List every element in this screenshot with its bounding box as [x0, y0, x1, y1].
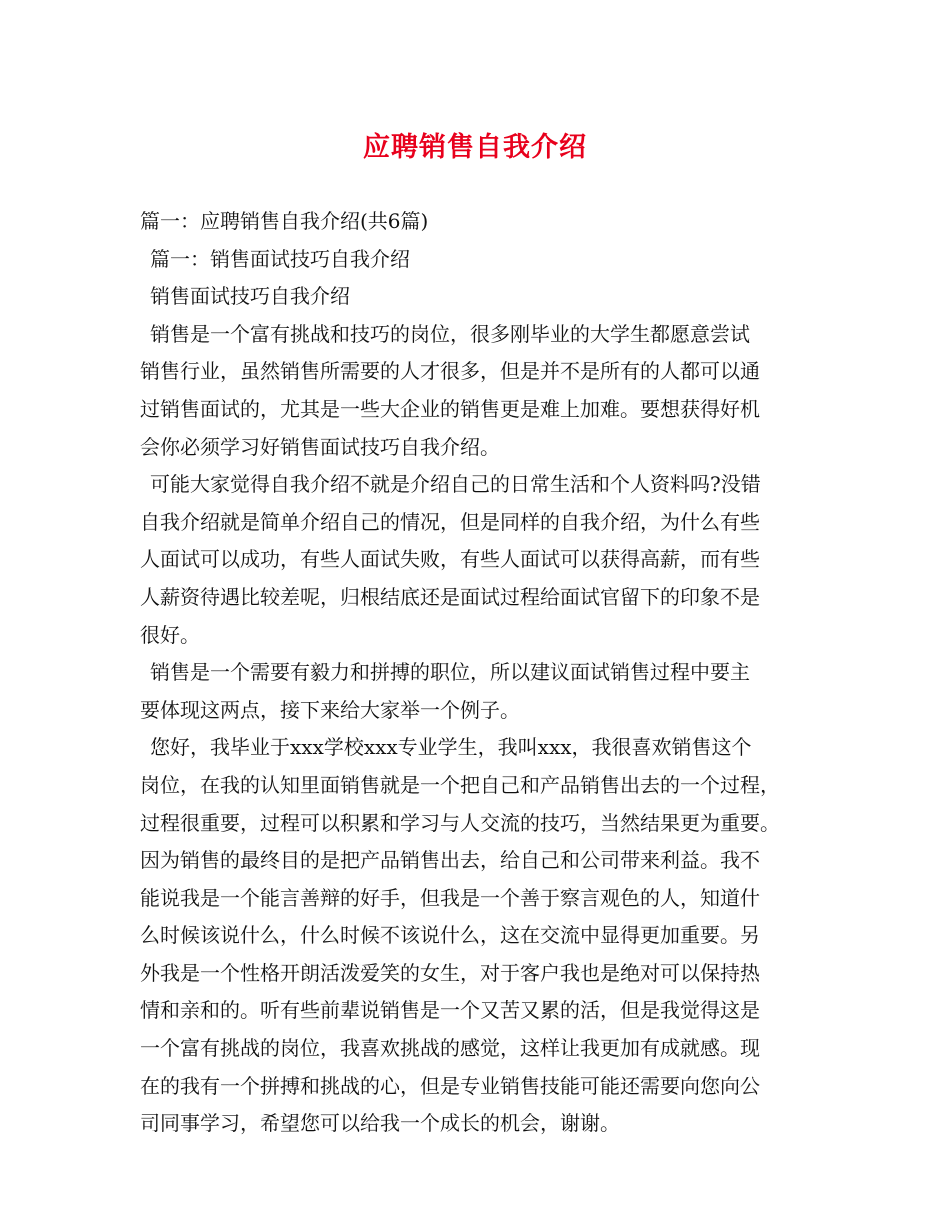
section-heading: 篇一：应聘销售自我介绍(共6篇) — [140, 209, 429, 233]
text-line: 您好，我毕业于xxx学校xxx专业学生，我叫xxx，我很喜欢销售这个 — [150, 735, 752, 760]
text-line: 自我介绍就是简单介绍自己的情况，但是同样的自我介绍，为什么有些 — [140, 509, 760, 534]
text-line: 司同事学习，希望您可以给我一个成长的机会，谢谢。 — [140, 1111, 620, 1136]
text-line: 销售行业，虽然销售所需要的人才很多，但是并不是所有的人都可以通 — [140, 359, 760, 384]
text-line: 可能大家觉得自我介绍不就是介绍自己的日常生活和个人资料吗?没错 — [150, 472, 761, 497]
document-body — [140, 203, 830, 1143]
text-line: 因为销售的最终目的是把产品销售出去，给自己和公司带来利益。我不 — [140, 848, 760, 873]
text-line: 一个富有挑战的岗位，我喜欢挑战的感觉，这样让我更加有成就感。现 — [140, 1036, 760, 1061]
document-title: 应聘销售自我介绍 — [363, 132, 587, 163]
article-heading: 销售面试技巧自我介绍 — [150, 284, 350, 309]
text-line: 在的我有一个拼搏和挑战的心，但是专业销售技能可能还需要向您向公 — [140, 1073, 760, 1098]
text-line: 会你必须学习好销售面试技巧自我介绍。 — [140, 434, 500, 459]
text-line: 过销售面试的，尤其是一些大企业的销售更是难上加难。要想获得好机 — [140, 396, 760, 421]
text-line: 岗位，在我的认知里面销售就是一个把自己和产品销售出去的一个过程， — [140, 772, 780, 797]
text-line: 能说我是一个能言善辩的好手，但我是一个善于察言观色的人，知道什 — [140, 885, 760, 910]
subsection-heading: 篇一：销售面试技巧自我介绍 — [150, 246, 410, 271]
text-line: 销售是一个富有挑战和技巧的岗位，很多刚毕业的大学生都愿意尝试 — [150, 321, 750, 346]
text-line: 人薪资待遇比较差呢，归根结底还是面试过程给面试官留下的印象不是 — [140, 584, 760, 609]
text-line: 人面试可以成功，有些人面试失败，有些人面试可以获得高薪，而有些 — [140, 547, 760, 572]
text-line: 销售是一个需要有毅力和拼搏的职位，所以建议面试销售过程中要主 — [150, 660, 750, 685]
text-line: 情和亲和的。听有些前辈说销售是一个又苦又累的活，但是我觉得这是 — [140, 998, 760, 1023]
text-line: 要体现这两点，接下来给大家举一个例子。 — [140, 697, 520, 722]
text-line: 过程很重要，过程可以积累和学习与人交流的技巧，当然结果更为重要。 — [140, 810, 780, 835]
text-line: 外我是一个性格开朗活泼爱笑的女生，对于客户我也是绝对可以保持热 — [140, 960, 760, 985]
text-line: 么时候该说什么，什么时候不该说什么，这在交流中显得更加重要。另 — [140, 923, 760, 948]
text-line: 很好。 — [140, 622, 200, 647]
